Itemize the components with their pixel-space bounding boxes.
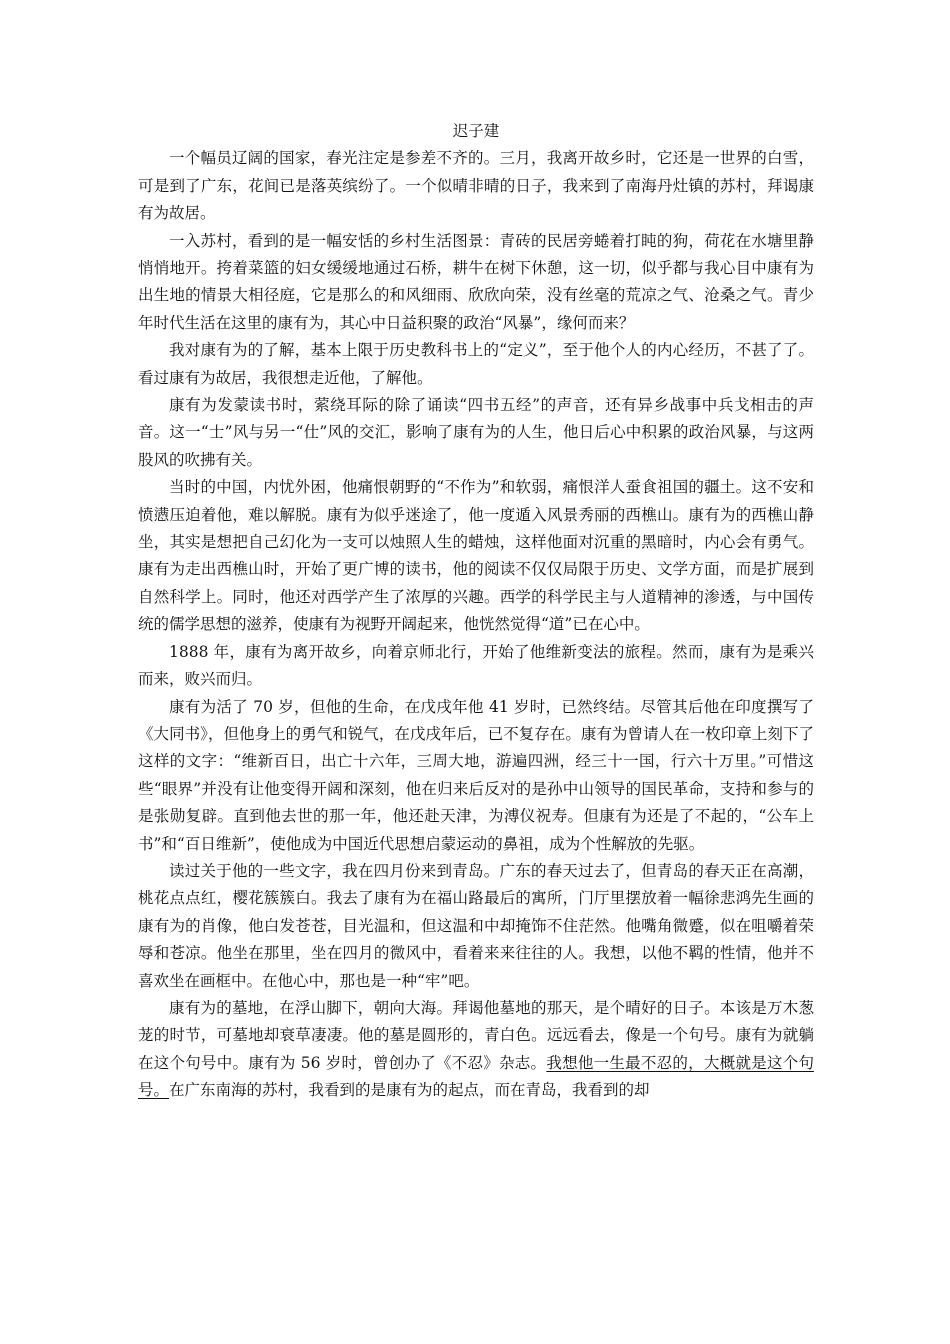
- paragraph: 一入苏村，看到的是一幅安恬的乡村生活图景：青砖的民居旁蜷着打盹的狗，荷花在水塘里静悄悄地开。挎着菜篮的妇女缓缓地通过石桥，耕牛在树下休憩，这一切，似乎都与我心目中康有为出生地的情景大相径庭，它是那么的和风细雨、欣欣向荣，没有丝毫的荒凉之气、沧桑之气。青少年时代生活在这里的康有为，其心中日益积聚的政治“风暴”，缘何而来？: [138, 231, 814, 332]
- underlined-sentence: 我想他一生最不忍的，大概就是这个句号。: [138, 1053, 814, 1100]
- author-name: 迟子建: [452, 122, 500, 140]
- last-paragraph: [138, 995, 814, 1105]
- paragraph: 康有为发蒙读书时，萦绕耳际的除了诵读“四书五经”的声音，还有异乡战事中兵戈相击的声音。这一“士”风与另一“仕”风的交汇，影响了康有为的人生，他日后心中积累的政治风暴，与这两股风的吹拂有关。: [138, 396, 814, 469]
- last-paragraph-after: 在广东南海的苏村，我看到的是康有为的起点，而在青岛，我看到的却: [169, 1081, 650, 1100]
- paragraph: 当时的中国，内忧外困，他痛恨朝野的“不作为”和软弱，痛恨洋人蚕食祖国的疆土。这不安和愤懑压迫着他，难以解脱。康有为似乎迷途了，他一度遁入风景秀丽的西樵山。康有为的西樵山静坐，其实是想把自己幻化为一支可以烛照人生的蜡烛，这样他面对沉重的黑暗时，内心会有勇气。康有为走出西樵山时，开始了更广博的读书，他的阅读不仅仅局限于历史、文学方面，而是扩展到自然科学上。同时，他还对西学产生了浓厚的兴趣。西学的科学民主与人道精神的渗透，与中国传统的儒学思想的滋养，使康有为视野开阔起来，他恍然觉得“道”已在心中。: [138, 478, 814, 634]
- article-body: [138, 118, 814, 1105]
- paragraph: 一个幅员辽阔的国家，春光注定是参差不齐的。三月，我离开故乡时，它还是一世界的白雪，可是到了广东，花间已是落英缤纷了。一个似晴非晴的日子，我来到了南海丹灶镇的苏村，拜谒康有为故居。: [138, 149, 814, 223]
- paragraph: 我对康有为的了解，基本上限于历史教科书上的“定义”，至于他个人的内心经历，不甚了了。看过康有为故居，我很想走近他，了解他。: [138, 341, 814, 387]
- paragraph: 康有为活了 70 岁，但他的生命，在戊戌年他 41 岁时，已然终结。尽管其后他在印度撰写了《大同书》，但他身上的勇气和锐气，在戊戌年后，已不复存在。康有为曾请人在一枚印章上刻下了这样的文字：“维新百日，出亡十六年，三周大地，游遍四洲，经三十一国，行六十万里。”可惜这些“眼界”并没有让他变得开阔和深刻，他在归来后反对的是孙中山领导的国民革命，支持和参与的是张勋复辟。直到他去世的那一年，他还赴天津，为溥仪祝寿。但康有为还是了不起的，“公车上书”和“百日维新”，使他成为中国近代思想启蒙运动的鼻祖，成为个性解放的先驱。: [138, 697, 814, 853]
- paragraph: 读过关于他的一些文字，我在四月份来到青岛。广东的春天过去了，但青岛的春天正在高潮，桃花点点红，樱花簇簇白。我去了康有为在福山路最后的寓所，门厅里摆放着一幅徐悲鸿先生画的康有为的肖像，他白发苍苍，目光温和，但这温和中却掩饰不住茫然。他嘴角微蹙，似在咀嚼着荣辱和苍凉。他坐在那里，坐在四月的微风中，看着来来往往的人。我想，以他不羁的性情，他并不喜欢坐在画框中。在他心中，那也是一种“牢”吧。: [138, 861, 814, 990]
- paragraph: 1888 年，康有为离开故乡，向着京师北行，开始了他维新变法的旅程。然而，康有为是乘兴而来，败兴而归。: [138, 642, 814, 689]
- last-paragraph-before: 康有为的墓地，在浮山脚下，朝向大海。拜谒他墓地的那天，是个晴好的日子。本该是万木葱茏的时节，可墓地却衰草凄凄。他的墓是圆形的，青白色。远远看去，像是一个句号。康有为就躺在这个句号中。康有为 56 岁时，曾创办了《不忍》杂志。: [138, 998, 814, 1072]
